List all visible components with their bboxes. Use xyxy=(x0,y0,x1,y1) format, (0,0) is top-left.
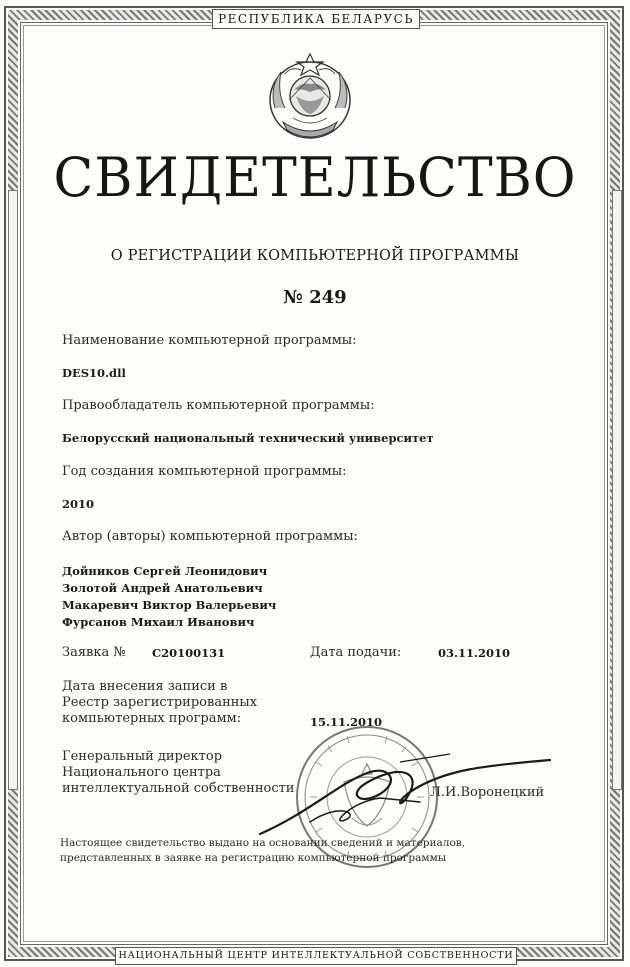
registry-label xyxy=(62,679,257,727)
holder-value: Белорусский национальный технический университет xyxy=(62,431,434,445)
registry-label-line: Дата внесения записи в xyxy=(62,679,228,694)
registry-label-line: компьютерных программ: xyxy=(62,711,242,726)
application-number: С20100131 xyxy=(152,646,226,660)
registry-label-line: Реестр зарегистрированных xyxy=(62,695,258,710)
authors-label: Автор (авторы) компьютерной программы: xyxy=(62,529,358,544)
state-emblem-icon xyxy=(261,48,359,144)
signatory-title-line: Национального центра xyxy=(62,765,221,780)
issuer-footer: НАЦИОНАЛЬНЫЙ ЦЕНТР ИНТЕЛЛЕКТУАЛЬНОЙ СОБСТВЕННОСТИ xyxy=(115,947,517,965)
author-item: Макаревич Виктор Валерьевич xyxy=(62,598,277,612)
filing-date: 03.11.2010 xyxy=(438,646,511,660)
right-side-bar xyxy=(612,190,622,790)
program-name-label: Наименование компьютерной программы: xyxy=(62,333,357,348)
footnote-line: Настоящее свидетельство выдано на основании сведений и материалов, xyxy=(60,837,466,849)
document-subtitle: О РЕГИСТРАЦИИ КОМПЬЮТЕРНОЙ ПРОГРАММЫ xyxy=(110,248,520,264)
author-item: Дойников Сергей Леонидович xyxy=(62,564,268,578)
holder-label: Правообладатель компьютерной программы: xyxy=(62,398,375,413)
year-value: 2010 xyxy=(62,497,95,511)
author-item: Фурсанов Михаил Иванович xyxy=(62,615,255,629)
signatory-title-line: интеллектуальной собственности xyxy=(62,781,295,796)
footnote xyxy=(60,836,465,866)
filing-date-label: Дата подачи: xyxy=(310,645,402,660)
year-label: Год создания компьютерной программы: xyxy=(62,464,347,479)
registry-date: 15.11.2010 xyxy=(310,715,383,729)
signatory-name: Л.И.Воронецкий xyxy=(430,785,545,800)
authors-list xyxy=(62,563,276,631)
certificate-number: № 249 xyxy=(283,287,347,308)
signatory-title-line: Генеральный директор xyxy=(62,749,223,764)
program-name-value: DES10.dll xyxy=(62,366,126,380)
left-side-bar xyxy=(8,190,18,790)
country-header: РЕСПУБЛИКА БЕЛАРУСЬ xyxy=(212,9,420,29)
document-title: СВИДЕТЕЛЬСТВО xyxy=(53,146,577,210)
application-label: Заявка № xyxy=(62,645,126,660)
footnote-line: представленных в заявке на регистрацию компьютерной программы xyxy=(60,852,447,864)
author-item: Золотой Андрей Анатольевич xyxy=(62,581,263,595)
